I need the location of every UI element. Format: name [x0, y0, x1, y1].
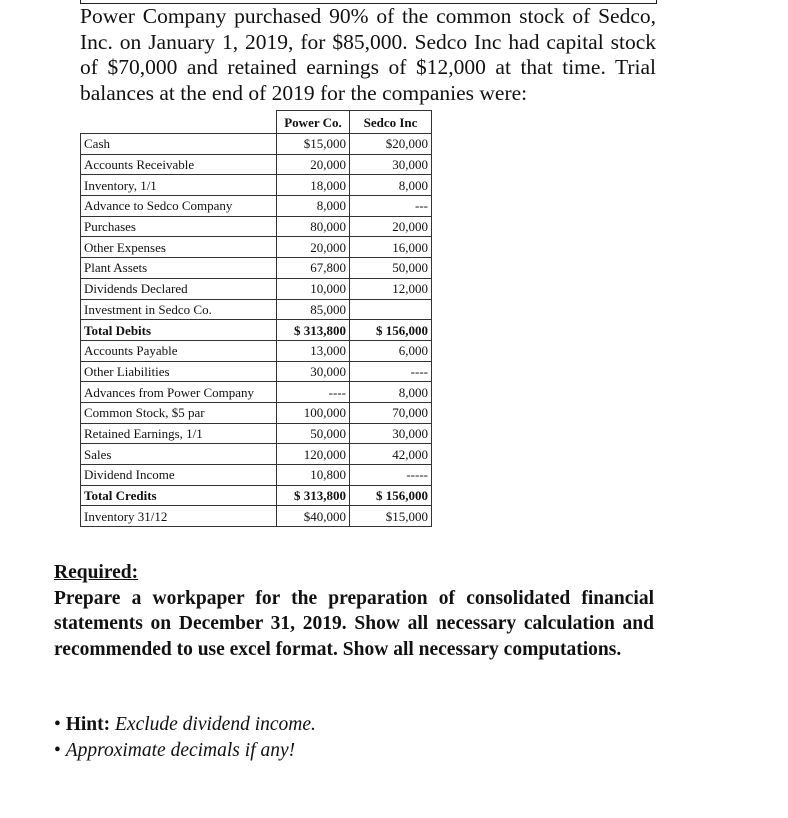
- sedco-value: 6,000: [350, 340, 432, 361]
- power-value: 8,000: [277, 196, 350, 217]
- row-label: Sales: [81, 444, 277, 465]
- required-section: [54, 560, 654, 663]
- sedco-value: 30,000: [350, 154, 432, 175]
- table-row: [81, 216, 432, 237]
- trial-balance-table: [80, 110, 432, 527]
- sedco-value: 16,000: [350, 237, 432, 258]
- row-label: Other Expenses: [81, 237, 277, 258]
- power-value: 85,000: [277, 299, 350, 320]
- table-header-row: [81, 111, 432, 134]
- row-label: Total Credits: [81, 485, 277, 506]
- sedco-value: 8,000: [350, 382, 432, 403]
- table-row: [81, 465, 432, 486]
- hint-item: • Hint: Exclude dividend income.: [54, 712, 316, 738]
- power-value: 30,000: [277, 361, 350, 382]
- sedco-value: 42,000: [350, 444, 432, 465]
- row-label: Plant Assets: [81, 258, 277, 279]
- table-row: [81, 237, 432, 258]
- power-value: $15,000: [277, 134, 350, 155]
- sedco-value: $15,000: [350, 506, 432, 527]
- sedco-value: $ 156,000: [350, 485, 432, 506]
- table-row: [81, 361, 432, 382]
- power-value: 120,000: [277, 444, 350, 465]
- power-value: 20,000: [277, 237, 350, 258]
- power-value: 10,800: [277, 465, 350, 486]
- power-value: $ 313,800: [277, 320, 350, 341]
- table-row: [81, 506, 432, 527]
- power-value: $40,000: [277, 506, 350, 527]
- table-row: [81, 402, 432, 423]
- sedco-value: [350, 299, 432, 320]
- hints-list: [54, 712, 316, 764]
- row-label: Cash: [81, 134, 277, 155]
- sedco-value: 12,000: [350, 278, 432, 299]
- row-label: Other Liabilities: [81, 361, 277, 382]
- header-sedco: Sedco Inc: [350, 111, 432, 134]
- power-value: ----: [277, 382, 350, 403]
- required-text: Prepare a workpaper for the preparation of consolidated financial statements on December 31, 2019. Show all necessary calculation and recommended to use excel format. Show all necessary computations.: [54, 587, 654, 661]
- table-row: [81, 485, 432, 506]
- table-row: [81, 320, 432, 341]
- table-row: [81, 340, 432, 361]
- table-row: [81, 175, 432, 196]
- sedco-value: ----: [350, 361, 432, 382]
- power-value: $ 313,800: [277, 485, 350, 506]
- power-value: 20,000: [277, 154, 350, 175]
- table-row: [81, 278, 432, 299]
- row-label: Accounts Payable: [81, 340, 277, 361]
- table-row: [81, 299, 432, 320]
- header-power: Power Co.: [277, 111, 350, 134]
- power-value: 50,000: [277, 423, 350, 444]
- problem-intro: Power Company purchased 90% of the common stock of Sedco, Inc. on January 1, 2019, for $85,000. Sedco Inc had capital stock of $70,000 and retained earnings of $12,000 at that time. Trial balances at the end of 2019 for the companies were:: [80, 4, 656, 105]
- row-label: Inventory 31/12: [81, 506, 277, 527]
- sedco-value: 8,000: [350, 175, 432, 196]
- sedco-value: $20,000: [350, 134, 432, 155]
- power-value: 80,000: [277, 216, 350, 237]
- power-value: 100,000: [277, 402, 350, 423]
- sedco-value: 50,000: [350, 258, 432, 279]
- sedco-value: $ 156,000: [350, 320, 432, 341]
- row-label: Dividend Income: [81, 465, 277, 486]
- table-row: [81, 423, 432, 444]
- row-label: Purchases: [81, 216, 277, 237]
- table-row: [81, 134, 432, 155]
- sedco-value: ---: [350, 196, 432, 217]
- table-row: [81, 258, 432, 279]
- table-row: [81, 196, 432, 217]
- row-label: Investment in Sedco Co.: [81, 299, 277, 320]
- table-row: [81, 382, 432, 403]
- power-value: 13,000: [277, 340, 350, 361]
- row-label: Retained Earnings, 1/1: [81, 423, 277, 444]
- power-value: 10,000: [277, 278, 350, 299]
- power-value: 18,000: [277, 175, 350, 196]
- row-label: Dividends Declared: [81, 278, 277, 299]
- hint-item: • Approximate decimals if any!: [54, 738, 316, 764]
- row-label: Accounts Receivable: [81, 154, 277, 175]
- power-value: 67,800: [277, 258, 350, 279]
- sedco-value: 30,000: [350, 423, 432, 444]
- sedco-value: 70,000: [350, 402, 432, 423]
- sedco-value: -----: [350, 465, 432, 486]
- table-row: [81, 444, 432, 465]
- row-label: Advances from Power Company: [81, 382, 277, 403]
- sedco-value: 20,000: [350, 216, 432, 237]
- row-label: Common Stock, $5 par: [81, 402, 277, 423]
- row-label: Total Debits: [81, 320, 277, 341]
- row-label: Inventory, 1/1: [81, 175, 277, 196]
- required-heading: Required:: [54, 562, 139, 583]
- row-label: Advance to Sedco Company: [81, 196, 277, 217]
- table-row: [81, 154, 432, 175]
